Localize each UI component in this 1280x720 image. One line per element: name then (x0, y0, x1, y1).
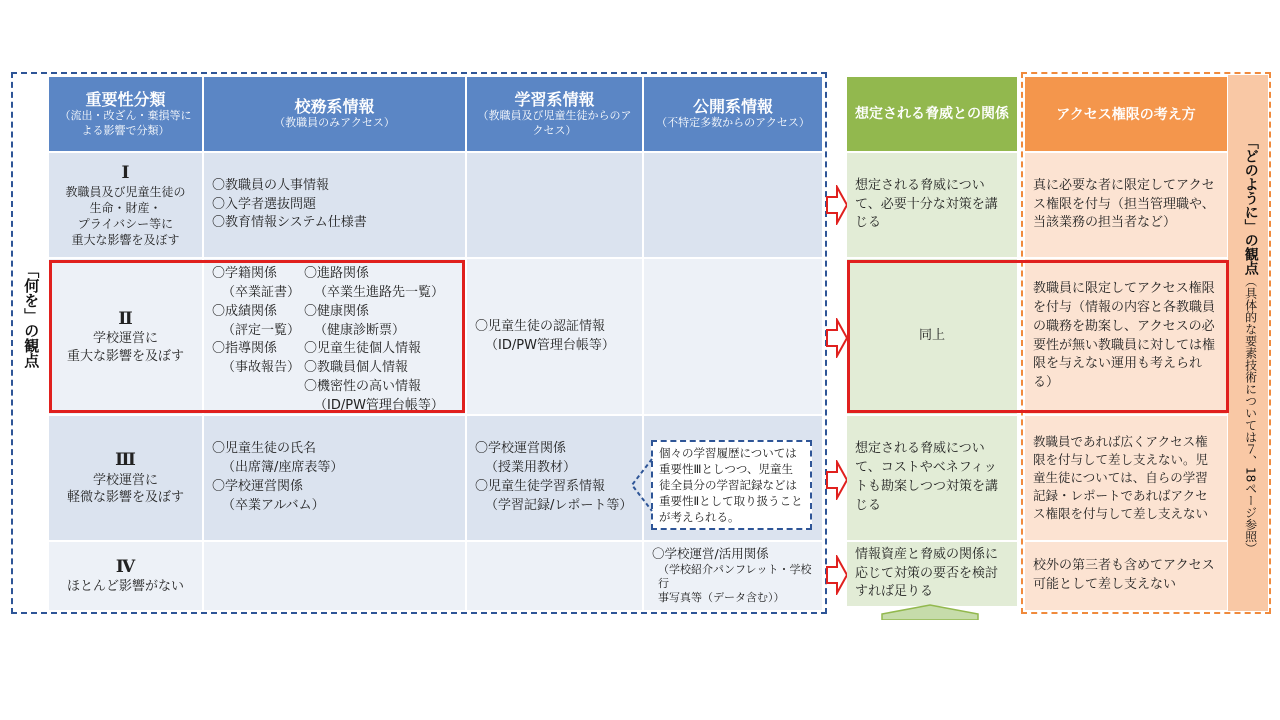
info-item-note: （事故報告） (222, 360, 301, 376)
desc-line: 軽微な影響を及ぼす (66, 490, 184, 506)
level-description (67, 578, 184, 596)
level-label: Ⅰ (121, 162, 130, 183)
info-item: 〇入学者選抜問題 (212, 196, 317, 212)
school-affairs-level-3 (204, 416, 465, 540)
header-learning-sub: （教職員及び児童生徒からのアクセス） (477, 109, 632, 137)
threat-level-3: 想定される脅威について、コストやベネフィットも勘案しつつ対策を講じる (847, 416, 1017, 540)
importance-level-4 (49, 542, 202, 610)
desc-line: 教職員及び児童生徒の (65, 184, 186, 199)
learning-level-2 (467, 259, 642, 414)
learning-level-3 (467, 416, 642, 540)
info-item: 〇学校運営関係 (475, 441, 567, 456)
arrow-right-icon (826, 185, 848, 225)
desc-line: 重大な影響を及ぼす (66, 348, 184, 364)
threat-level-1: 想定される脅威について、必要十分な対策を講じる (847, 153, 1017, 257)
info-item-note: （健康診断票） (314, 322, 406, 338)
level-2-highlight (49, 260, 465, 413)
arrow-right-icon (826, 555, 848, 595)
info-item: 〇教職員の人事情報 (212, 177, 330, 193)
info-item-note: （学習記録/レポート等） (485, 497, 633, 513)
threat-level-4: 情報資産と脅威の関係に応じて対策の要否を検討すれば足りる (847, 542, 1017, 606)
importance-level-3 (49, 416, 202, 540)
header-learning (467, 77, 642, 151)
header-school-affairs-title: 校務系情報 (294, 97, 375, 117)
info-item-note: （卒業アルバム） (222, 497, 325, 513)
info-item-note: （ID/PW管理台帳等） (485, 337, 615, 353)
public-level-2 (644, 259, 822, 414)
desc-line: プライバシー等に (77, 217, 174, 232)
threat-level-2: 同上 (847, 259, 1017, 414)
level-label: Ⅱ (118, 308, 133, 329)
header-importance-sub: （流出・改ざん・棄損等による影響で分類） (59, 109, 192, 137)
desc-line: ほとんど影響がない (66, 579, 184, 595)
how-perspective-subtitle: （具体的な要素技術については７、18ページ参照） (1243, 275, 1258, 555)
access-level-1: 真に必要な者に限定してアクセス権限を付与（担当管理職や、当該業務の担当者など） (1025, 153, 1227, 257)
importance-level-1 (49, 153, 202, 257)
info-item: 〇教育情報システム仕様書 (212, 215, 367, 231)
header-school-affairs-sub: （教職員のみアクセス） (274, 116, 395, 130)
info-item-note: （卒業証書） (222, 284, 301, 300)
info-item: 〇児童生徒個人情報 (304, 341, 422, 357)
header-school-affairs (204, 77, 465, 151)
info-item: 〇学校運営/活用関係 (652, 546, 769, 562)
header-public (644, 77, 822, 151)
header-importance-title: 重要性分類 (85, 90, 166, 110)
learning-level-1 (467, 153, 642, 257)
arrow-right-icon (826, 318, 848, 358)
header-access: アクセス権限の考え方 (1025, 77, 1227, 151)
info-item: 〇指導関係 (212, 341, 278, 357)
header-learning-title: 学習系情報 (514, 90, 595, 110)
level-2-policy-highlight (847, 260, 1229, 413)
school-affairs-level-1 (204, 153, 465, 257)
info-item: 〇学校運営関係 (212, 478, 304, 494)
desc-line: 学校運営に (92, 472, 158, 488)
desc-line: 重大な影響を及ぼす (71, 233, 180, 248)
school-affairs-level-4 (204, 542, 465, 610)
learning-level-4 (467, 542, 642, 610)
header-importance (49, 77, 202, 151)
info-item: 〇成績関係 (212, 303, 278, 319)
desc-line: 学校運営に (92, 331, 158, 346)
learning-history-note: 個々の学習履歴については重要性Ⅲとしつつ、児童生徒全員分の学習記録などは重要性Ⅱとして取り扱うことが考えられる。 (651, 440, 812, 530)
arrow-up-icon (880, 604, 980, 620)
info-item: 〇児童生徒の氏名 (212, 441, 317, 456)
arrow-right-icon (826, 460, 848, 500)
info-item-note: （ID/PW管理台帳等） (314, 397, 444, 413)
info-item: 〇児童生徒の認証情報 (475, 318, 606, 334)
info-item: 〇児童生徒学習系情報 (475, 478, 606, 494)
level-label: Ⅳ (115, 557, 136, 578)
info-item: 〇教職員個人情報 (304, 360, 409, 376)
what-perspective-title: 「何を」の観点 (22, 262, 41, 368)
header-threat: 想定される脅威との関係 (847, 77, 1017, 151)
info-item: 〇学籍関係 (212, 266, 278, 281)
desc-line: 生命・財産・ (89, 200, 162, 215)
level-description (67, 472, 184, 507)
header-public-sub: （不特定多数からのアクセス） (656, 116, 810, 130)
access-level-2: 教職員に限定してアクセス権限を付与（情報の内容と各教職員の職務を勘案し、アクセスの必要性が無い教職員に対しては権限を与えない運用も考えられる） (1025, 259, 1227, 414)
info-item-note: （評定一覧） (222, 322, 301, 338)
info-item: 〇機密性の高い情報 (304, 379, 422, 395)
level-description (65, 184, 185, 249)
note-pointer (630, 455, 654, 515)
level-label: Ⅲ (115, 450, 136, 471)
info-item: 〇進路関係 (304, 266, 370, 281)
public-level-1 (644, 153, 822, 257)
how-perspective-title (1230, 80, 1270, 610)
access-level-3: 教職員であれば広くアクセス権限を付与して差し支えない。児童生徒については、自らの学習記録・レポートであればアクセス権限を付与して差し支えない (1025, 416, 1227, 540)
info-item-note: （出席簿/座席表等） (222, 459, 344, 475)
access-level-4: 校外の第三者も含めてアクセス可能として差し支えない (1025, 542, 1227, 610)
how-perspective-title-text: 「どのように」の観点 (1242, 135, 1259, 276)
info-item-note: 事写真等（データ含む）） (658, 591, 785, 605)
public-level-4 (644, 542, 822, 610)
info-item-note: （授業用教材） (485, 459, 577, 475)
info-item-note: （卒業生進路先一覧） (314, 284, 445, 300)
info-item-note: （学校紹介パンフレット・学校行 (658, 562, 812, 590)
header-public-title: 公開系情報 (692, 97, 773, 117)
info-item: 〇健康関係 (304, 303, 370, 319)
